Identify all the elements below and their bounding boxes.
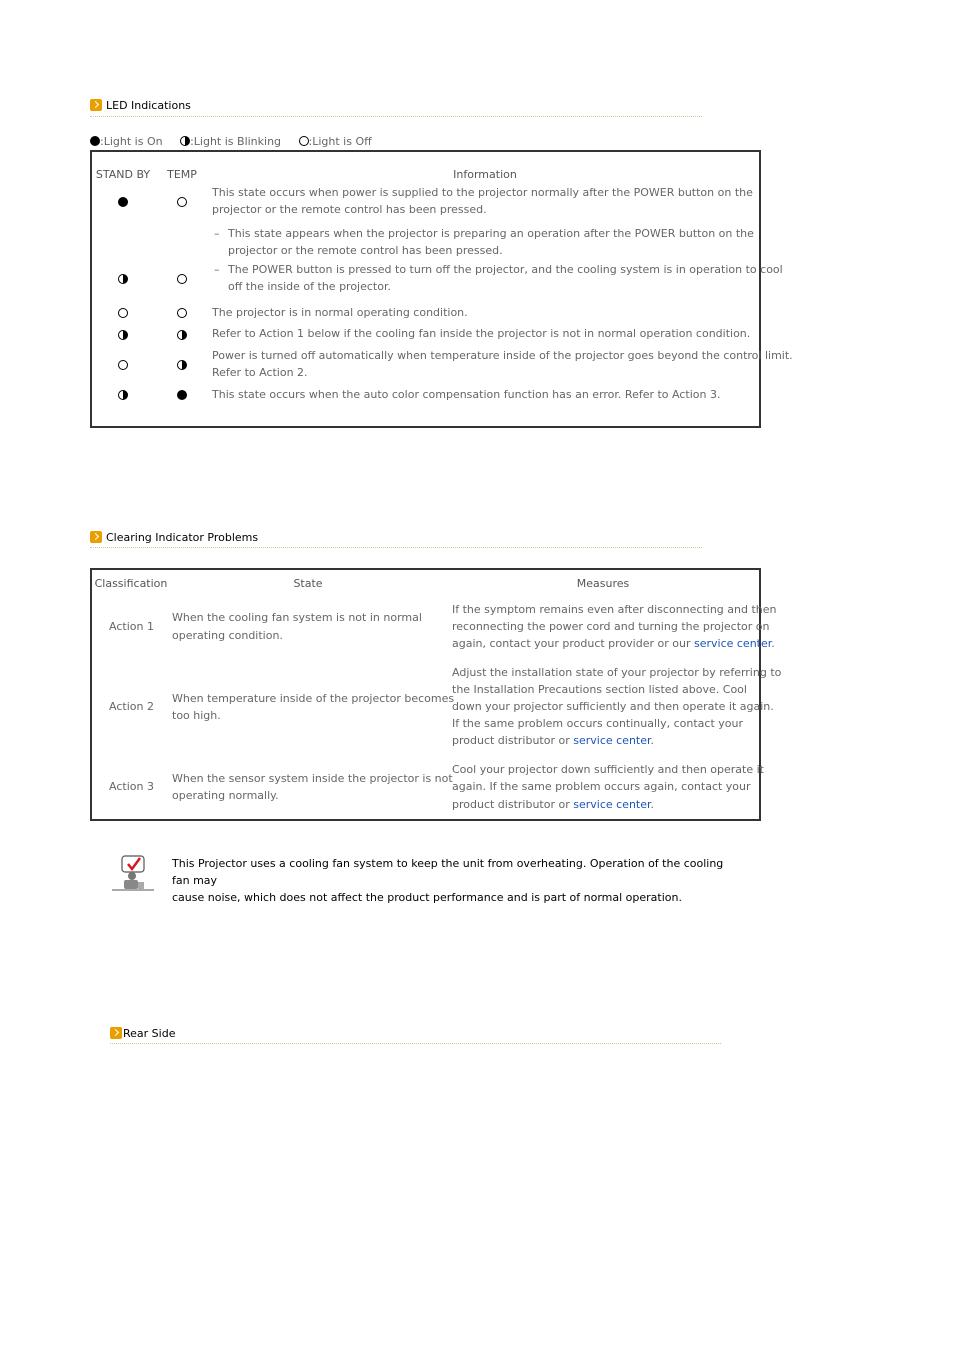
- temp-off-icon: [177, 308, 187, 318]
- service-center-link[interactable]: service center: [573, 798, 651, 811]
- note-text: This Projector uses a cooling fan system to keep the unit from overheating. Operation of the cooling fan may cause noise, which does not affect the product performance and is part of normal operation.: [172, 857, 724, 904]
- action2-measures-line5: product distributor or service center.: [452, 734, 655, 747]
- service-center-link[interactable]: service center: [693, 637, 772, 650]
- temp-on-icon: [177, 390, 187, 400]
- divider: [110, 1043, 721, 1044]
- light-off-icon: [299, 136, 309, 146]
- col-header-measures: Measures: [576, 577, 630, 590]
- row2-bullet1-line1: This state appears when the projector is preparing an operation after the POWER button on the: [228, 227, 754, 240]
- action1-state-line1: When the cooling fan system is not in normal: [172, 611, 422, 624]
- standby-blinking-icon: [118, 274, 128, 284]
- row2-bullet2-line1: The POWER button is pressed to turn off the projector, and the cooling system is in operation to cool: [228, 263, 783, 276]
- standby-blinking-icon: [118, 390, 128, 400]
- action3-measures-line2: again. If the same problem occurs again, contact your: [452, 780, 751, 793]
- note-checkmark-icon: [110, 854, 156, 892]
- col-header-state: State: [293, 577, 323, 590]
- dash-marker: –: [214, 263, 220, 276]
- row5-info-line1: Power is turned off automatically when temperature inside of the projector goes beyond the control limit.: [212, 349, 793, 362]
- arrow-bullet-icon: [90, 99, 102, 111]
- action1-measures-line1: If the symptom remains even after disconnecting and then: [452, 603, 777, 616]
- action2-measures-line1: Adjust the installation state of your projector by referring to: [452, 666, 782, 679]
- section-heading-rear: Rear Side: [110, 1027, 175, 1040]
- temp-blinking-icon: [177, 330, 187, 340]
- row5-info-line2: Refer to Action 2.: [212, 366, 308, 379]
- section-heading-led: LED Indications: [90, 99, 191, 112]
- action2-measures-line4: If the same problem occurs continually, contact your: [452, 717, 743, 730]
- action3-measures-line3: product distributor or service center.: [452, 798, 655, 811]
- action3-state-line2: operating normally.: [172, 789, 279, 802]
- light-blinking-icon: [180, 136, 190, 146]
- divider: [90, 547, 702, 548]
- row3-info: The projector is in normal operating condition.: [212, 306, 468, 319]
- row1-info-line1: This state occurs when power is supplied to the projector normally after the POWER button on the: [212, 186, 753, 199]
- action1-measures-line3: again, contact your product provider or our service center.: [452, 637, 775, 650]
- temp-off-icon: [177, 274, 187, 284]
- action2-state-line2: too high.: [172, 709, 221, 722]
- action3-label: Action 3: [109, 780, 154, 793]
- standby-off-icon: [118, 308, 128, 318]
- col-header-temp: TEMP: [167, 168, 197, 181]
- action3-measures-line1: Cool your projector down sufficiently and then operate it: [452, 763, 764, 776]
- standby-off-icon: [118, 360, 128, 370]
- light-on-icon: [90, 136, 100, 146]
- col-header-standby: STAND BY: [95, 168, 151, 181]
- service-center-link[interactable]: service center: [573, 734, 651, 747]
- led-legend: :Light is On :Light is Blinking :Light is Off: [90, 135, 386, 148]
- dash-marker: –: [214, 227, 220, 240]
- standby-blinking-icon: [118, 330, 128, 340]
- temp-blinking-icon: [177, 360, 187, 370]
- action1-label: Action 1: [109, 620, 154, 633]
- row1-info-line2: projector or the remote control has been pressed.: [212, 203, 487, 216]
- section-heading-clearing: Clearing Indicator Problems: [90, 531, 258, 544]
- row4-info: Refer to Action 1 below if the cooling fan inside the projector is not in normal operation condition.: [212, 327, 751, 340]
- row2-bullet1-line2: projector or the remote control has been pressed.: [228, 244, 503, 257]
- col-header-classification: Classification: [94, 577, 168, 590]
- action2-label: Action 2: [109, 700, 154, 713]
- action1-state-line2: operating condition.: [172, 629, 283, 642]
- action2-measures-line2: the Installation Precautions section listed above. Cool: [452, 683, 747, 696]
- action2-measures-line3: down your projector sufficiently and then operate it again.: [452, 700, 774, 713]
- standby-on-icon: [118, 197, 128, 207]
- arrow-bullet-icon: [110, 1027, 122, 1039]
- row2-bullet2-line2: off the inside of the projector.: [228, 280, 391, 293]
- action3-state-line1: When the sensor system inside the projector is not: [172, 772, 453, 785]
- col-header-information: Information: [453, 168, 517, 181]
- divider: [90, 116, 702, 117]
- action2-state-line1: When temperature inside of the projector becomes: [172, 692, 455, 705]
- row6-info: This state occurs when the auto color compensation function has an error. Refer to Action 3.: [212, 388, 721, 401]
- temp-off-icon: [177, 197, 187, 207]
- action1-measures-line2: reconnecting the power cord and turning the projector on: [452, 620, 770, 633]
- arrow-bullet-icon: [90, 531, 102, 543]
